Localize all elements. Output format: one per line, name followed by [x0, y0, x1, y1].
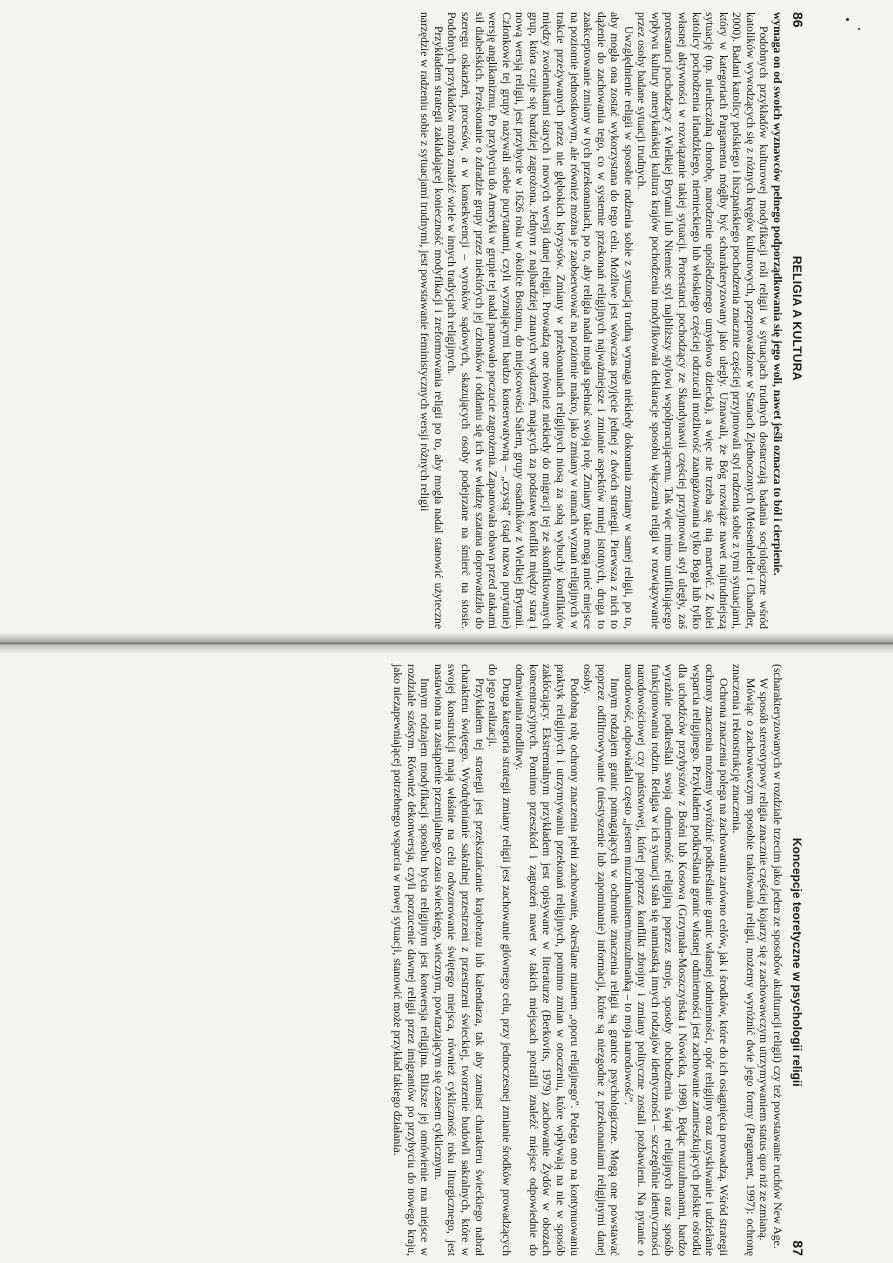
paragraph: Przykładem strategii zakładającej konieczność modyfikacji i zreformowania religii po to, aby mogła nadal stanowić użyteczne narzędzie w radzeniu sobie z sytuacjami trudnymi, jest powstawanie feministycznych wersji różnych religii: [418, 12, 445, 629]
running-head-87: [790, 664, 806, 1256]
running-head-86: [790, 12, 806, 629]
paragraph: Uwzględnienie religii w sposobie radzenia sobie z sytuacją trudną wymaga niekiedy dokonania zmiany w samej religii, po to, aby mogła ona zostać wykorzystana do tego celu. Możliwe jest wówczas przyjęcie jednej z dwóch strategii. Pierwsza z nich to dążenie do zachowania tego, co w systemie przekonań religijnych najważniejsze i zmianie aspektów mniej istotnych, druga to zaakceptowanie zmiany w tych przekonaniach, po to, aby religia nadal mogła spełniać swoją rolę. Zmiany takie mogą mieć miejsce na poziomie jednostkowym, ale również można je zaobserwować na poziomie makro, jako zmiany w ramach wyznań religijnych w trakcie przeżywanych przez nie głębokich kryzysów. Zmiany w przekonaniach religijnych niosą za sobą wybuchy konfliktów między zwolennikami starych i nowych wersji danej religii. Prowadzą one również niekiedy do migracji tej ze skonfliktowanych grup, która czuje się bardziej zagrożona. Jednym z najbardziej znanych wydarzeń, mających za podstawę konflikt między starą i nową wersją religii, jest przybycie w 1626 roku w okolice Bostonu, do miejscowości Salem, grupy osadników z Wielkiej Brytanii. Członkowie tej grupy nazywali siebie purytanami, czyli wyznającymi bardzo konserwatywną – „czystą” (stąd nazwa purytanie) wersję anglikanizmu. Po przybyciu do Ameryki w grupie tej nadal panowało poczucie zagrożenia. Zapanowała obawa przed atakami sił diabelskich. Przekonanie o zdradzie grupy przez niektórych jej członków i oddaniu się ich we władzę szatana doprowadziło do szeregu oskarżeń, procesów, a w konsekwencji – wyroków sądowych, skazujących osoby podejrzane na śmierć na stosie. Podobnych przykładów można znaleźć wiele w innych tradycjach religijnych.: [445, 12, 635, 629]
running-title-86: RELIGIA A KULTURA: [790, 255, 804, 381]
page-86: [82, 8, 812, 633]
page-number-86: 86: [790, 12, 806, 28]
scan-speck: [846, 18, 849, 21]
paragraph: Innym rodzajem granic pomagających w ochronie znaczenia religii są granice psychologiczne. Mogą one powstawać poprzez odfiltrowywanie (niestyszenie lub zapominanie) informacji, które są niezgodne z przekonaniami religijnymi danej osoby.: [581, 664, 622, 1256]
scan-speck: [858, 28, 860, 30]
page-87: [82, 660, 812, 1260]
paragraph: Ochrona znaczenia polega na zachowaniu zarówno celów, jak i środków, które do ich osiągnięcia prowadzą. Wśród strategii ochrony znaczenia możemy wyróżnić podkreślanie granic własnej odmienności, opór religijny oraz uzyskiwanie i udzielanie wsparcia religijnego. Przykładem podkreślania granic własnej odmienności jest zachowanie zamieszkujących polskie ośrodki dla uchodźców przybyszów z Bośni lub Kosowa (Grzymała-Moszczyńska i Nowicka, 1998). Będąc muzułmanami, bardzo wyraźnie podkreślali swoją odmienność religijną poprzez stroje, sposoby obchodzenia świąt religijnych oraz sposób funkcjonowania rodzin. Religia w ich sytuacji stała się namiastką innych rodzajów identyczności – szczególnie identyczności narodowościowej czy państwowej, której poprzez konflikt zbrojny i zmiany polityczne zostali pozbawieni. Na pytanie o narodowość, odpowiadali często „jestem muzułmaninem/muzułmanką – to moja narodowość”.: [621, 664, 730, 1256]
page-number-87: 87: [790, 1240, 806, 1256]
paragraph: Druga kategoria strategii zmiany religii jest zachowanie głównego celu, przy jednoczesnej zmianie środków prowadzących do jego realizacji.: [486, 664, 513, 1256]
paragraph: Mówiąc o zachowawczym sposobie traktowania religii, możemy wyróżnić dwie jego formy (Pargament, 1997): ochronę znaczenia i rekonstrukcję znaczenia.: [730, 664, 757, 1256]
running-title-87: Koncepcje teoretyczne w psychologii religii: [790, 837, 804, 1087]
paragraph: Przykładem tej strategii jest przekształcanie krajobrazu lub kalendarza, tak aby zamiast charakteru świeckiego nabrał charakteru świętego. Wyodrębnianie sakralnej przestrzeni z przestrzeni świeckiej, tworzenie budowli sakralnych, które w swojej konstrukcji mają właśnie na celu odwzorowanie świętego miejsca, również cykliczność roku liturgicznego, jest nastawiona na zastąpienie przemijalnego czasu świeckiego, wiecznym, powtarzającym się czasem cyklicznym.: [431, 664, 486, 1256]
paragraph: Podobną rolę ochrony znaczenia pełni zachowanie, określane mianem „oporu religijnego”. Polega ono na kontynuowaniu praktyk religijnych i utrzymywaniu przekonań religijnych, pomimo zmian w otoczeniu, które wpływają na nie w sposób zakłócający. Ekstremalnym przykładem jest opisywane w literaturze (Berkovits, 1979) zachowanie Żydów w obozach koncentracyjnych. Pomimo przeszkód i zagrożeń nawet w takich miejscach potrafili znaleźć miejsce odpowiednie do odmawiania modlitwy.: [513, 664, 581, 1256]
paragraph: Innym rodzajem modyfikacji sposobu bycia religijnym jest konwersja religijna. Bliższe jej omówienie ma miejsce w rozdziale szóstym. Również dekonwersja, czyli porzucenie dawnej religii przez imigrantów po przybyciu do nowego kraju, jako niezapewniającej potrzebnego wsparcia w nowej sytuacji, stanowić może przykład takiego działania.: [391, 664, 432, 1256]
paragraph: Podobnych przykładów kulturowej modyfikacji roli religii w sytuacjach trudnych dostarczają badania socjologiczne wśród katolików wywodzących się z różnych kręgów kulturowych, przeprowadzone w Stanach Zjednoczonych (Meisenhelder i Chandler, 2000). Badani katolicy polskiego i hiszpańskiego pochodzenia znacznie częściej przyjmowali styl radzenia sobie z tymi sytuacjami, który w kategoriach Pargamenta mógłby być scharakteryzowany jako ulegly. Uznawali, że Bóg rozwiąże nawet najtrudniejszą sytuację (np. nieuleczalną chorobę, narodzenie upośledzonego umysłowo dziecka), a więc nie trzeba się nią martwić. Z kolei katolicy pochodzenia irlandzkiego, niemieckiego lub włoskiego częściej odrzucali możliwość zaangażowania tylko Boga lub tylko własnej aktywności w rozwiązanie takiej sytuacji. Protestanci pochodzący ze Skandynawii częściej przyjmowali styl uległy, zaś protestanci pochodzący z Wielkiej Brytanii lub Niemiec styl najbliższy stylowi współpracującemu. Tak więc mimo unifikującego wpływu kultury amerykańskiej kultura krajów pochodzenia modyfikowała deklaracje sposobu włączenia religii w rozwiązywanie przez osoby badane sytuacji trudnych.: [635, 12, 771, 629]
paragraph: wymaga on od swoich wyznawców pełnego podporządkowania się jego woli, nawet jeśli oznacza to ból i cierpienie.: [771, 12, 784, 576]
book-gutter: [0, 632, 893, 654]
paragraph: W sposób stereotypowy religia znacznie częściej kojarzy się z zachowawczym utrzymywaniem status quo niż ze zmianą.: [757, 678, 771, 1241]
paragraph: (scharakteryzowanych w rozdziale trzecim jako jeden ze sposobów akulturacji religii) czy też powstawanie ruchów New Age.: [771, 664, 784, 1249]
